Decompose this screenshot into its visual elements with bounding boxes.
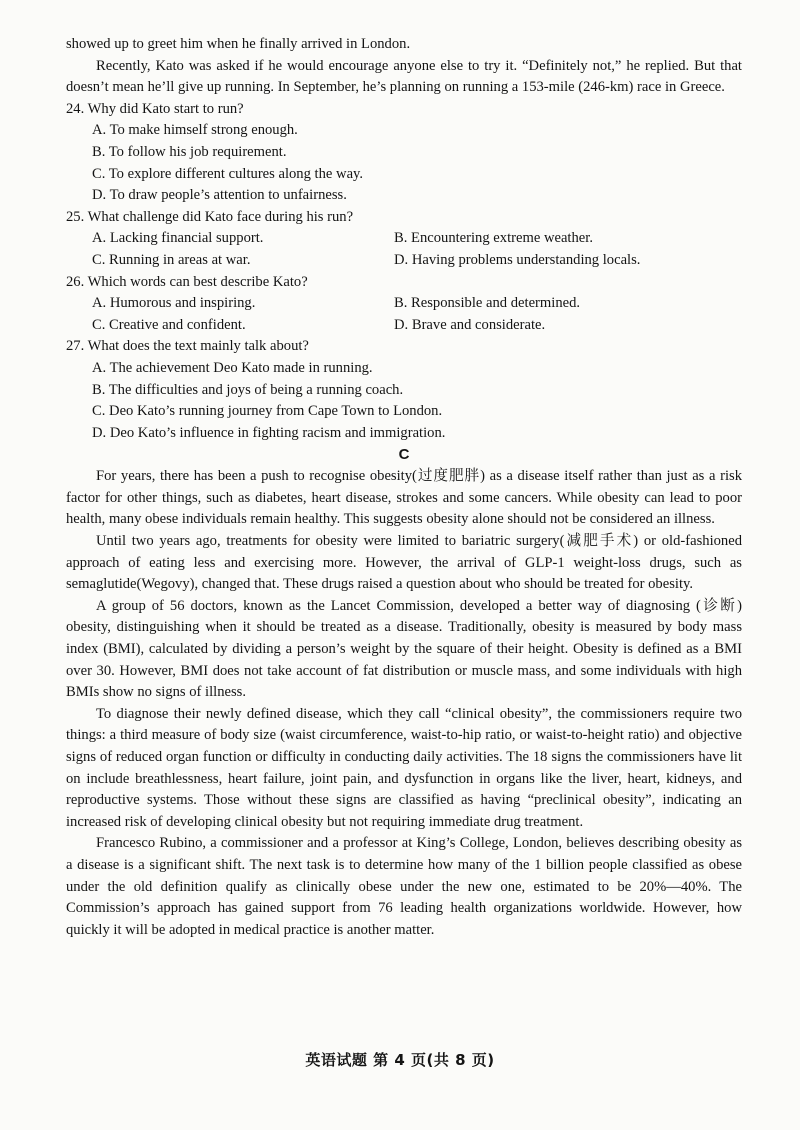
option-a: A. To make himself strong enough. <box>92 122 298 139</box>
option-row <box>66 293 742 315</box>
page-footer: 英语试题 第 4 页(共 8 页) <box>305 1051 495 1069</box>
option-row <box>66 228 742 250</box>
passage-c-paragraph-2: Until two years ago, treatments for obesity were limited to bariatric surgery(减肥手术) or old-fashioned approach of eating less and exercising more. However, the arrival of GLP-1 weight-loss drugs, such as semaglutide(Wegovy), changed that. These drugs raised a question about who should be treated for obesity. <box>66 533 742 593</box>
passage-c-paragraph-5: Francesco Rubino, a commissioner and a professor at King’s College, London, believes describing obesity as a disease is a significant shift. The next task is to determine how many of the 1 billion people classified as obese under the old definition qualify as clinically obese under the new one, estimated to be 20%—40%. The Commission’s approach has gained support from 76 leading health organizations worldwide. However, how quickly it will be adopted in medical practice is another matter. <box>66 835 742 938</box>
passage-c-paragraph-4: To diagnose their newly defined disease, which they call “clinical obesity”, the commissioners require two things: a third measure of body size (waist circumference, waist-to-hip ratio, or waist-to-height ratio) and objective signs of reduced organ function or difficulty in conducting daily activities. The 18 signs the commissioners have lit on include breathlessness, heart failure, joint pain, and dysfunction in organs like the liver, heart, kidneys, and reproductive systems. Those without these signs are classified as having “preclinical obesity”, indicating an increased risk of developing clinical obesity but not requiring immediate drug treatment. <box>66 705 742 830</box>
passage-b-last-paragraph: Recently, Kato was asked if he would encourage anyone else to try it. “Definitely not,” he replied. But that doesn’t mean he’ll give up running. In September, he’s planning on running a 153-mile (246-km) race in Greece. <box>66 57 742 96</box>
option-row <box>66 250 742 272</box>
passage-b-continued-line: showed up to greet him when he finally arrived in London. <box>66 36 411 52</box>
option-a: A. Humorous and inspiring. <box>92 295 256 312</box>
question-26 <box>66 272 742 337</box>
option-d: D. Brave and considerate. <box>394 316 546 333</box>
option-d: D. To draw people’s attention to unfairness. <box>92 187 347 204</box>
option-b: B. The difficulties and joys of being a running coach. <box>92 381 404 398</box>
question-stem: 24. Why did Kato start to run? <box>66 100 244 117</box>
option-row <box>66 315 742 337</box>
question-stem: 27. What does the text mainly talk about? <box>66 338 309 355</box>
option-a: A. The achievement Deo Kato made in running. <box>92 359 373 376</box>
question-24 <box>66 99 742 207</box>
question-stem: 25. What challenge did Kato face during his run? <box>66 208 354 225</box>
option-c: C. Deo Kato’s running journey from Cape Town to London. <box>92 403 443 420</box>
option-a: A. Lacking financial support. <box>92 230 264 247</box>
option-b: B. To follow his job requirement. <box>92 143 287 160</box>
passage-c-heading: C <box>398 446 410 464</box>
passage-c-paragraph-3: A group of 56 doctors, known as the Lancet Commission, developed a better way of diagnosing (诊断) obesity, distinguishing when it should be treated as a disease. Traditionally, obesity is measured by body mass index (BMI), calculated by dividing a person’s weight by the square of their height. Obesity is defined as a BMI over 30. However, BMI does not take account of fat distribution or muscle mass, and some individuals with high BMIs show no signs of illness. <box>66 597 742 701</box>
option-c: C. Creative and confident. <box>92 316 246 333</box>
passage-c-paragraph-1: For years, there has been a push to recognise obesity(过度肥胖) as a disease itself rather than just as a risk factor for other things, such as diabetes, heart disease, strokes and some cancers. While obesity can lead to poor health, many obese individuals remain healthy. This suggests obesity alone should not be considered an illness. <box>66 468 742 528</box>
question-stem: 26. Which words can best describe Kato? <box>66 273 308 290</box>
option-d: D. Deo Kato’s influence in fighting racism and immigration. <box>92 424 446 441</box>
question-27 <box>66 336 742 444</box>
option-c: C. Running in areas at war. <box>92 251 251 268</box>
page-content <box>66 34 742 941</box>
option-d: D. Having problems understanding locals. <box>394 251 641 268</box>
question-25 <box>66 207 742 272</box>
option-c: C. To explore different cultures along the way. <box>92 165 364 182</box>
option-b: B. Encountering extreme weather. <box>394 230 593 247</box>
option-b: B. Responsible and determined. <box>394 295 581 312</box>
